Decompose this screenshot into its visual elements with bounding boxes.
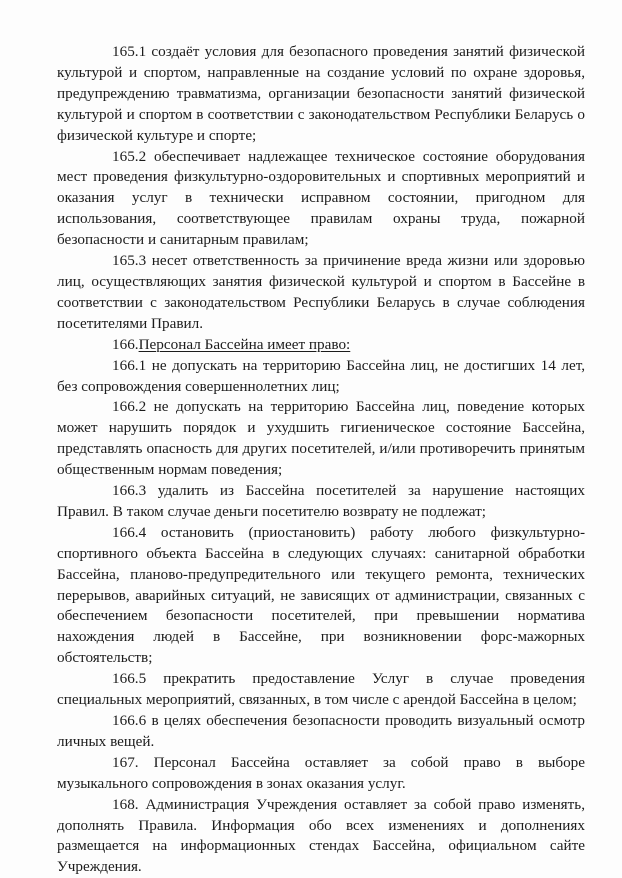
clause-165-3: 165.3 несет ответственность за причинение вреда жизни или здоровью лиц, осуществляющих занятия физической культурой и спортом в Бассейне в соответствии с законодательством Республики Беларусь в случае соблюдения посетителями Правил.	[57, 252, 585, 332]
clause-168: 168. Администрация Учреждения оставляет за собой право изменять, дополнять Правила. Информация обо всех изменениях и дополнениях размещается на информационных стендах Бассейна, официальном сайте Учреждения.	[57, 795, 585, 876]
clause-166	[57, 335, 585, 356]
clause-166-4: 166.4 остановить (приостановить) работу любого физкультурно-спортивного объекта Бассейна в следующих случаях: санитарной обработки Бассейна, планово-предупредительного или текущего ремонта, технических перерывов, аварийных ситуаций, не зависящих от администрации, связанных с обеспечением безопасности посетителей, при превышении норматива нахождения людей в Бассейне, при возникновении форс-мажорных обстоятельств;	[57, 523, 585, 667]
clause-165-1: 165.1 создаёт условия для безопасного проведения занятий физической культурой и спортом, направленные на создание условий по охране здоровья, предупреждению травматизма, организации безопасности занятий физической культурой и спортом в соответствии с законодательством Республики Беларусь о физической культуре и спорте;	[57, 43, 585, 144]
clause-165-2: 165.2 обеспечивает надлежащее техническое состояние оборудования мест проведения физкультурно-оздоровительных и спортивных мероприятий и оказания услуг в технически исправном состоянии, пригодном для использования, соответствующее правилам охраны труда, пожарной безопасности и санитарным правилам;	[57, 147, 585, 249]
clause-166-6: 166.6 в целях обеспечения безопасности проводить визуальный осмотр личных вещей.	[57, 712, 585, 750]
clause-166-number: 166.	[112, 335, 139, 353]
clause-166-3: 166.3 удалить из Бассейна посетителей за нарушение настоящих Правил. В таком случае деньги посетителю возврату не подлежат;	[57, 482, 585, 520]
clause-166-5: 166.5 прекратить предоставление Услуг в случае проведения специальных мероприятий, связанных, в том числе с арендой Бассейна в целом;	[57, 670, 585, 709]
clause-166-heading: Персонал Бассейна имеет право:	[138, 335, 351, 353]
clause-166-1: 166.1 не допускать на территорию Бассейна лиц, не достигших 14 лет, без сопровождения совершеннолетних лиц;	[57, 356, 585, 395]
document-body	[57, 42, 585, 878]
clause-167: 167. Персонал Бассейна оставляет за собой право в выборе музыкального сопровождения в зонах оказания услуг.	[57, 753, 585, 792]
clause-166-2: 166.2 не допускать на территорию Бассейна лиц, поведение которых может нарушить порядок и ухудшить гигиеническое состояние Бассейна, представлять опасность для других посетителей, и/или противоречить принятым общественным нормам поведения;	[57, 398, 585, 479]
